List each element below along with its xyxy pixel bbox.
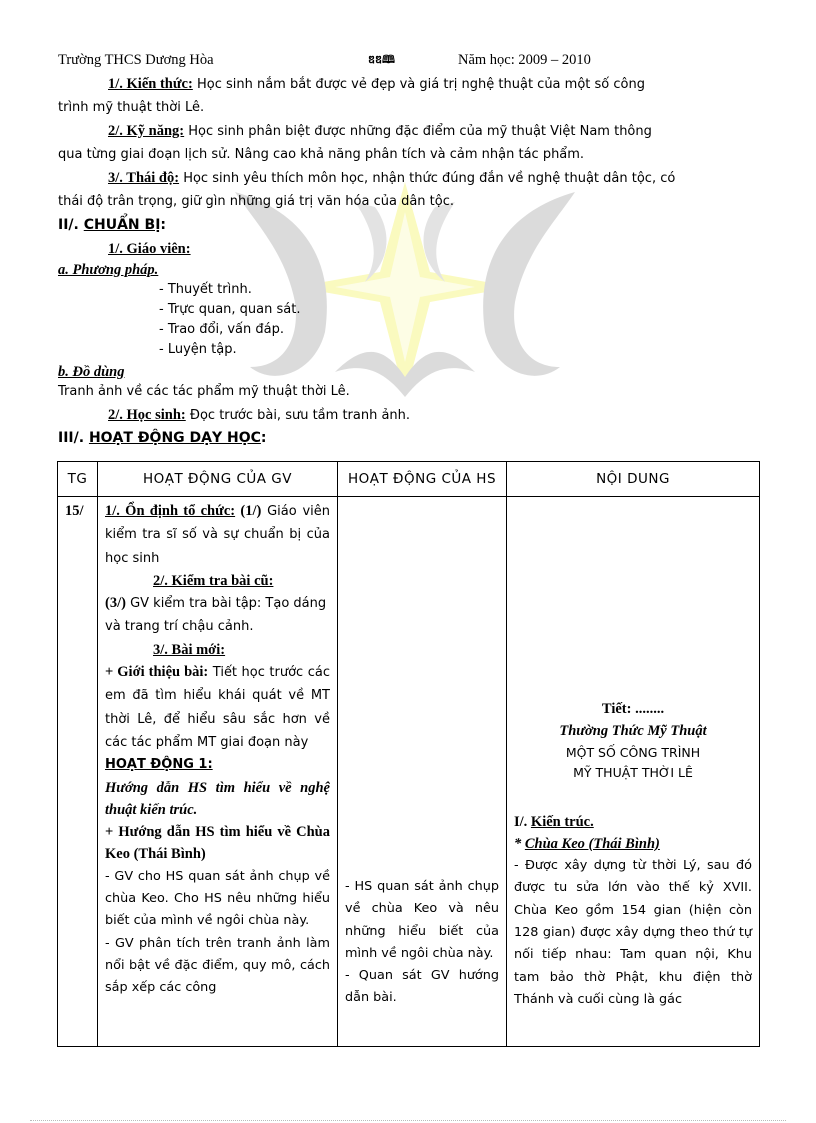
nd-sub-star: *	[514, 835, 525, 852]
objective-knowledge	[108, 73, 808, 96]
table-row	[58, 497, 760, 1047]
gv-p2-label: 2/. Kiểm tra bài cũ:	[153, 572, 274, 589]
nd-body: - Được xây dựng từ thời Lý, sau đó được tu sửa lớn vào thế kỷ XVII. Chùa Keo gồm 154 gian (hiện còn 128 gian) được xây dựng theo thứ tự nối tiếp nhau: Tam quan nội, Khu tam bảo thờ Phật, khu điện thờ Thánh và cuối cùng là gác	[514, 858, 752, 1007]
gv-p1-label: 1/. Ổn định tổ chức:	[105, 503, 236, 519]
method-item: - Trực quan, quan sát.	[159, 302, 301, 317]
skills-text: Học sinh phân biệt được những đặc điểm của mỹ thuật Việt Nam thông	[184, 124, 652, 139]
knowledge-text: Học sinh nắm bắt được vẻ đẹp và giá trị nghệ thuật của một số công	[192, 77, 645, 92]
nd-section	[508, 811, 758, 833]
section-activities-heading	[58, 427, 758, 449]
gv-p3-label: 3/. Bài mới:	[153, 641, 226, 658]
heading-colon: :	[260, 430, 267, 446]
heading-number: II/.	[58, 217, 84, 233]
method-label	[58, 259, 758, 281]
hs-step1: - HS quan sát ảnh chụp về chùa Keo và nêu những hiểu biết của mình về ngôi chùa này.	[345, 879, 499, 961]
tools-text: Tranh ảnh về các tác phẩm mỹ thuật thời Lê.	[58, 384, 350, 399]
school-year: Năm học: 2009 – 2010	[458, 52, 591, 68]
col-header-content: NỘI DUNG	[507, 462, 760, 497]
gv-p2-text: GV kiểm tra bài tập: Tạo dáng và trang trí chậu cảnh.	[105, 596, 327, 635]
objective-attitude	[108, 167, 808, 190]
tools-label-text: b. Đồ dùng	[58, 364, 125, 380]
heading-colon: :	[160, 217, 167, 233]
content-cell	[507, 497, 760, 1047]
nd-section-num: I/.	[514, 813, 531, 830]
gv-step1: - GV cho HS quan sát ảnh chụp về chùa Keo. Cho HS nêu những hiểu biết của mình về ngôi chùa này.	[105, 868, 330, 929]
col-header-teacher: HOẠT ĐỘNG CỦA GV	[98, 462, 338, 497]
gv-p1-time: (1/)	[235, 503, 262, 519]
gv-p4-text: Tiết học trước các em đã tìm hiểu khái quát về MT thời Lê, để hiểu sâu sắc hơn về các tác phẩm MT giai đoạn này	[105, 665, 330, 750]
nd-title2: MỸ THUẬT THỜI LÊ	[573, 764, 693, 780]
teacher-label	[108, 238, 808, 260]
gv-p3	[99, 639, 336, 661]
attitude-text-cont: thái độ trân trọng, giữ gìn những giá trị văn hóa của dân tộc.	[58, 194, 455, 209]
school-name: Trường THCS Dương Hòa	[58, 52, 214, 68]
gv-guide: + Hướng dẫn HS tìm hiểu về Chùa Keo (Thái Bình)	[105, 824, 330, 863]
hs-step2: - Quan sát GV hướng dẫn bài.	[345, 968, 499, 1006]
gv-p4-label: + Giới thiệu bài:	[105, 664, 209, 681]
col-header-student: HOẠT ĐỘNG CỦA HS	[338, 462, 507, 497]
section-preparation-heading	[58, 214, 758, 236]
nd-sub-text: Chùa Keo (Thái Bình)	[524, 835, 660, 852]
student-prep	[108, 404, 808, 427]
nd-tiet: Tiết: ........	[601, 701, 665, 717]
gv-p1-text: Giáo viên kiểm tra sĩ số và sự chuẩn bị của học sinh	[105, 504, 331, 566]
nd-title1: MỘT SỐ CÔNG TRÌNH	[565, 744, 701, 760]
heading-text: CHUẨN BỊ	[83, 217, 161, 233]
gv-p1	[99, 498, 336, 570]
gv-activity1-label: HOẠT ĐỘNG 1:	[105, 757, 213, 773]
gv-p2-time: (3/)	[105, 595, 126, 612]
heading-number: III/.	[58, 430, 89, 446]
gv-p2-body	[99, 592, 336, 639]
time-value: 15/	[65, 503, 84, 519]
attitude-label: 3/. Thái độ:	[108, 170, 180, 186]
nd-subsection	[508, 833, 758, 855]
knowledge-label: 1/. Kiến thức:	[108, 76, 193, 92]
heading-text: HOẠT ĐỘNG DẠY HỌC	[88, 430, 261, 446]
gv-activity1-text: Hướng dẫn HS tìm hiểu về nghệ thuật kiến trúc.	[105, 779, 330, 818]
nd-subject: Thường Thức Mỹ Thuật	[559, 723, 707, 740]
method-item: - Trao đổi, vấn đáp.	[159, 322, 284, 337]
method-label-text: a. Phương pháp.	[58, 262, 159, 278]
teacher-cell	[98, 497, 338, 1047]
time-cell	[58, 497, 98, 1047]
gv-p2	[99, 570, 336, 592]
header-ornament: ឌឌ🕮	[368, 54, 395, 66]
method-item: - Thuyết trình.	[159, 282, 252, 297]
objective-skills	[108, 120, 808, 143]
page-footer-divider	[30, 1120, 786, 1121]
student-cell	[338, 497, 507, 1047]
method-item: - Luyện tập.	[159, 342, 237, 357]
attitude-text: Học sinh yêu thích môn học, nhận thức đúng đắn về nghệ thuật dân tộc, có	[179, 171, 676, 186]
page-header	[58, 49, 758, 71]
teacher-label-text: 1/. Giáo viên:	[108, 241, 191, 257]
knowledge-text-cont: trình mỹ thuật thời Lê.	[58, 100, 205, 115]
skills-label: 2/. Kỹ năng:	[108, 123, 185, 139]
nd-section-text: Kiến trúc.	[530, 813, 594, 830]
skills-text-cont: qua từng giai đoạn lịch sử. Nâng cao khả năng phân tích và cảm nhận tác phẩm.	[58, 147, 585, 162]
col-header-time: TG	[58, 462, 98, 497]
lesson-table	[57, 461, 760, 1047]
student-label: 2/. Học sinh:	[108, 407, 186, 423]
gv-p4	[99, 661, 336, 754]
tools-label	[58, 361, 758, 383]
student-text: Đọc trước bài, sưu tầm tranh ảnh.	[185, 408, 411, 423]
gv-step2: - GV phân tích trên tranh ảnh làm nổi bật về đặc điểm, quy mô, cách sắp xếp các công	[105, 935, 330, 996]
table-header-row	[58, 462, 760, 497]
